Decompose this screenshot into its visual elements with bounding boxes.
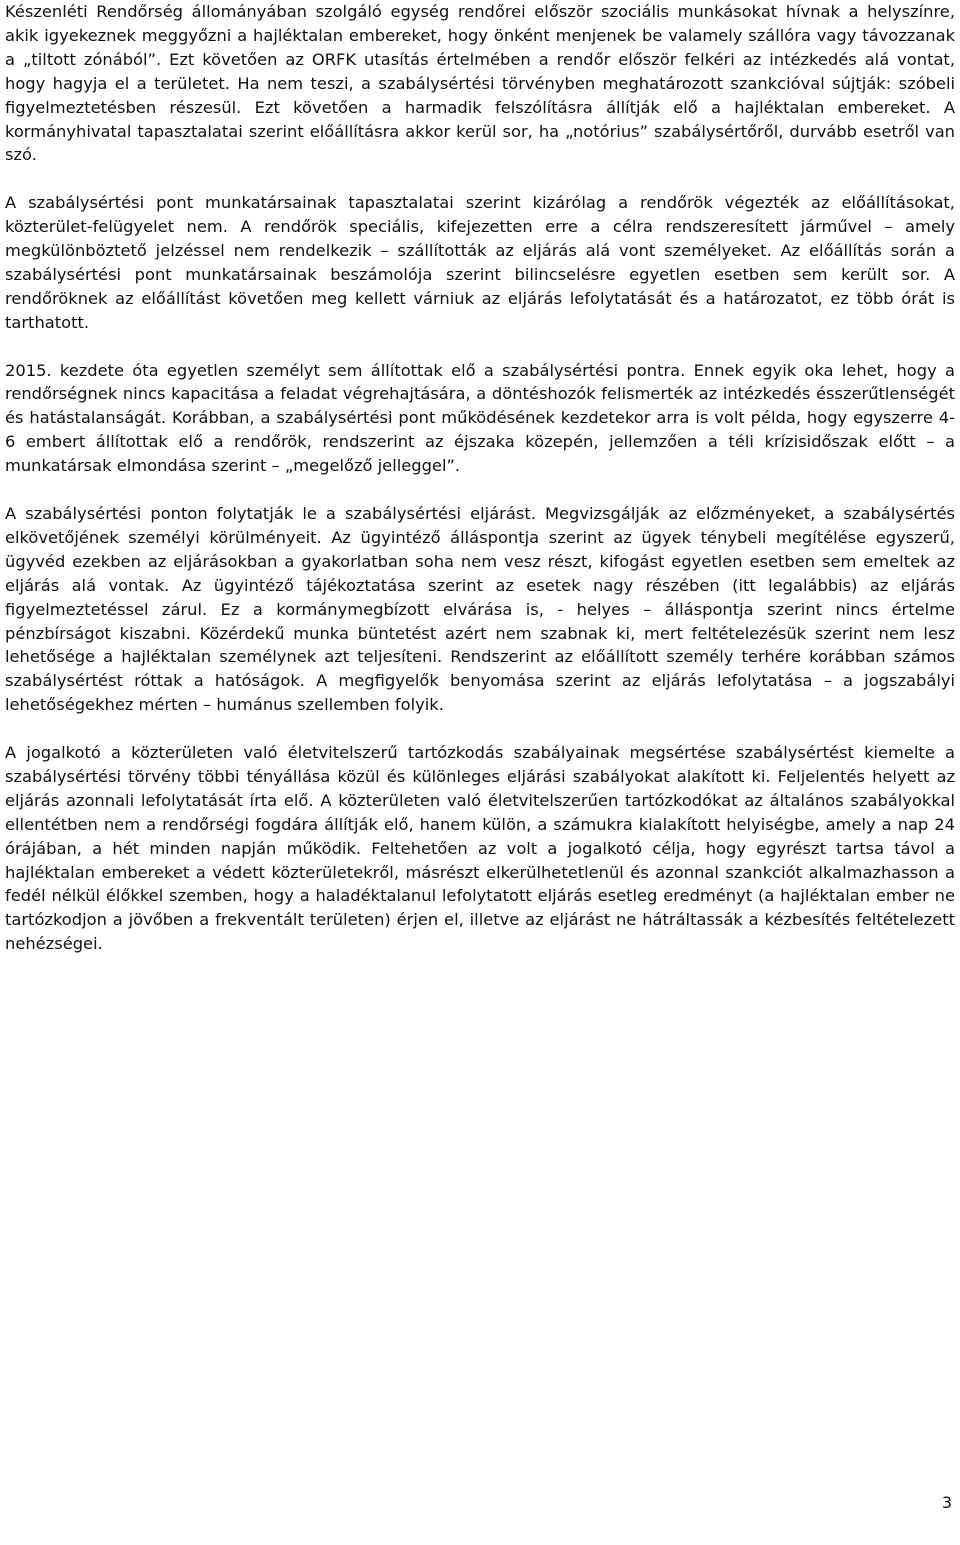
paragraph-4: A szabálysértési ponton folytatják le a szabálysértési eljárást. Megvizsgálják az előzményeket, a szabálysértés elkövetőjének személyi körülményeit. Az ügyintéző álláspontja szerint az ügyek ténybeli megítélése egyszerű, ügyvéd ezekben az eljárásokban a gyakorlatban soha nem vesz részt, kifogást egyetlen esetben sem emeltek az eljárás alá vontak. Az ügyintéző tájékoztatása szerint az esetek nagy részében (itt legalábbis) az eljárás figyelmeztetéssel zárul. Ez a kormánymegbízott elvárása is, - helyes – álláspontja szerint nincs értelme pénzbírságot kiszabni. Közérdekű munka büntetést azért nem szabnak ki, mert feltételezésük szerint nem lesz lehetősége a hajléktalan személynek azt teljesíteni. Rendszerint az előállított személy terhére korábban számos szabálysértést róttak a hatóságok. A megfigyelők benyomása szerint az eljárás lefolytatása – a jogszabályi lehetőségekhez mérten – humánus szellemben folyik. <box>5 503 955 715</box>
paragraph-2: A szabálysértési pont munkatársainak tapasztalatai szerint kizárólag a rendőrök végezték az előállításokat, közterület-felügyelet nem. A rendőrök speciális, kifejezetten erre a célra rendszeresített járművel – amely megkülönböztető jelzéssel nem rendelkezik – szállították az eljárás alá vont személyeket. Az előállítás során a szabálysértési pont munkatársainak beszámolója szerint bilincselésre egyetlen esetben sem került sor. A rendőröknek az előállítást követően meg kellett várniuk az eljárás lefolytatását és a határozatot, ez több órát is tarthatott. <box>5 193 955 332</box>
paragraph-5: A jogalkotó a közterületen való életvitelszerű tartózkodás szabályainak megsértése szabálysértést kiemelte a szabálysértési törvény többi tényállása közül és különleges eljárási szabályokat alakított ki. Feljelentés helyett az eljárás azonnali lefolytatását írta elő. A közterületen való életvitelszerűen tartózkodókat az általános szabályokkal ellentétben nem a rendőrségi fogdára állítják elő, hanem külön, a számukra kialakított helyiségbe, amely a nap 24 órájában, a hét minden napján működik. Feltehetően az volt a jogalkotó célja, hogy egyrészt tartsa távol a hajléktalan embereket a védett közterületekről, másrészt elkerülhetetlenül és azonnal szankciót alkalmazhasson a fedél nélkül élőkkel szemben, hogy a haladéktalanul lefolytatott eljárás esetleg eredményt (a hajléktalan ember ne tartózkodjon a jövőben a frekventált területen) érjen el, illetve az eljárást ne hátráltassák a kézbesítés feltételezett nehézségei. <box>5 743 955 954</box>
page-number: 3 <box>941 1493 952 1512</box>
paragraph-1: Készenléti Rendőrség állományában szolgáló egység rendőrei először szociális munkásokat hívnak a helyszínre, akik igyekeznek meggyőzni a hajléktalan embereket, hogy önként menjenek be valamely szállóra vagy távozzanak a „tiltott zónából”. Ezt követően az ORFK utasítás értelmében a rendőr először felkéri az intézkedés alá vontat, hogy hagyja el a területet. Ha nem teszi, a szabálysértési törvényben meghatározott szankcióval sújtják: szóbeli figyelmeztetésben részesül. Ezt követően a harmadik felszólításra állítják elő a hajléktalan embereket. A kormányhivatal tapasztalatai szerint előállításra akkor kerül sor, ha „notórius” szabálysértőről, durvább esetről van szó. <box>5 2 955 165</box>
paragraph-3: 2015. kezdete óta egyetlen személyt sem állítottak elő a szabálysértési pontra. Ennek egyik oka lehet, hogy a rendőrségnek nincs kapacitása a feladat végrehajtására, a döntéshozók felismerték az intézkedés ésszerűtlenségét és hatástalanságát. Korábban, a szabálysértési pont működésének kezdetekor arra is volt példa, hogy egyszerre 4-6 embert állítottak elő a rendőrök, rendszerint az éjszaka közepén, jellemzően a téli krízisidőszak előtt – a munkatársak elmondása szerint – „megelőző jelleggel”. <box>5 360 955 476</box>
document-page <box>5 0 955 956</box>
